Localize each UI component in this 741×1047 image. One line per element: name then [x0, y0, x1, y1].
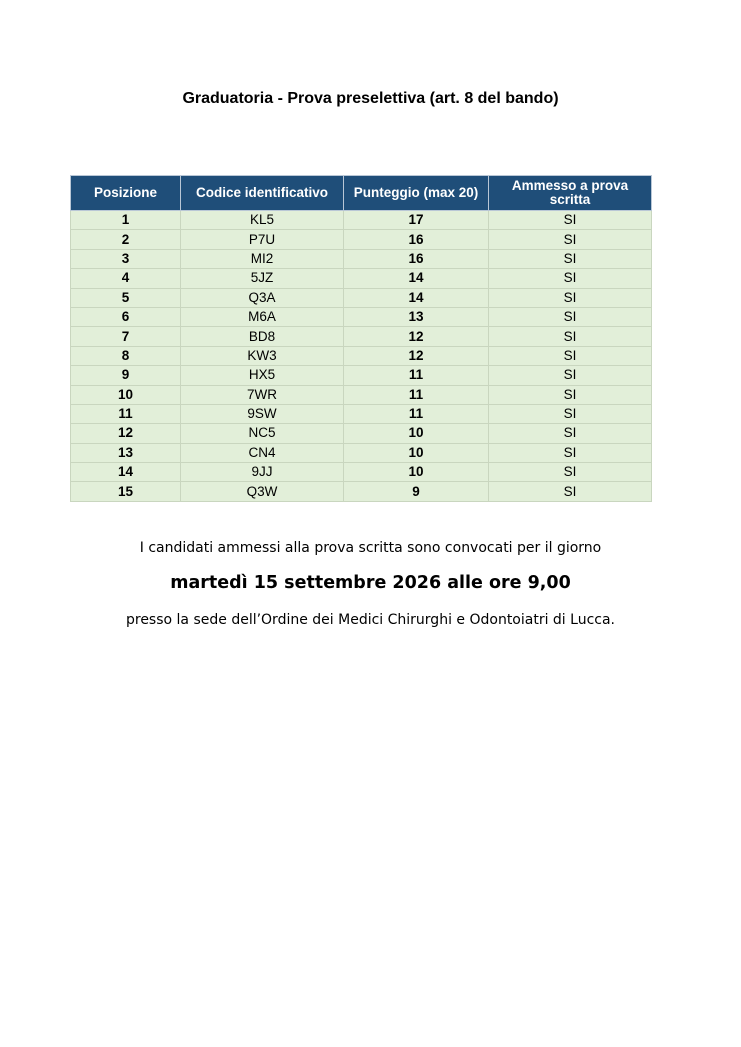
table-row — [71, 385, 652, 404]
position-cell: 10 — [71, 385, 181, 404]
table-row — [71, 307, 652, 326]
position-cell: 4 — [71, 269, 181, 288]
admitted-cell: SI — [489, 463, 652, 482]
code-cell: Q3W — [181, 482, 344, 501]
position-cell: 2 — [71, 230, 181, 249]
column-header-score: Punteggio (max 20) — [344, 176, 489, 211]
table-body — [71, 211, 652, 502]
page-title: Graduatoria - Prova preselettiva (art. 8 del bando) — [182, 90, 559, 107]
position-cell: 3 — [71, 249, 181, 268]
code-cell: M6A — [181, 307, 344, 326]
table-row — [71, 482, 652, 501]
table-row — [71, 211, 652, 230]
table-header — [71, 176, 652, 211]
position-cell: 7 — [71, 327, 181, 346]
admitted-cell: SI — [489, 443, 652, 462]
code-cell: 7WR — [181, 385, 344, 404]
admitted-cell: SI — [489, 366, 652, 385]
score-cell: 11 — [344, 404, 489, 423]
score-cell: 14 — [344, 269, 489, 288]
position-cell: 13 — [71, 443, 181, 462]
code-cell: Q3A — [181, 288, 344, 307]
score-cell: 10 — [344, 463, 489, 482]
admitted-cell: SI — [489, 385, 652, 404]
score-cell: 16 — [344, 249, 489, 268]
score-cell: 12 — [344, 346, 489, 365]
code-cell: KL5 — [181, 211, 344, 230]
admitted-cell: SI — [489, 327, 652, 346]
code-cell: MI2 — [181, 249, 344, 268]
convocation-text: I candidati ammessi alla prova scritta sono convocati per il giorno — [139, 540, 602, 556]
score-cell: 17 — [344, 211, 489, 230]
table-row — [71, 443, 652, 462]
venue-text: presso la sede dell’Ordine dei Medici Chirurghi e Odontoiatri di Lucca. — [125, 612, 615, 628]
code-cell: 9JJ — [181, 463, 344, 482]
position-cell: 9 — [71, 366, 181, 385]
admitted-cell: SI — [489, 307, 652, 326]
score-cell: 10 — [344, 424, 489, 443]
position-cell: 11 — [71, 404, 181, 423]
table-row — [71, 346, 652, 365]
code-cell: 5JZ — [181, 269, 344, 288]
admitted-cell: SI — [489, 288, 652, 307]
admitted-cell: SI — [489, 211, 652, 230]
table-row — [71, 288, 652, 307]
score-cell: 11 — [344, 385, 489, 404]
code-cell: 9SW — [181, 404, 344, 423]
table-row — [71, 230, 652, 249]
position-cell: 6 — [71, 307, 181, 326]
score-cell: 10 — [344, 443, 489, 462]
table-row — [71, 249, 652, 268]
code-cell: NC5 — [181, 424, 344, 443]
admitted-cell: SI — [489, 404, 652, 423]
position-cell: 12 — [71, 424, 181, 443]
table-row — [71, 424, 652, 443]
score-cell: 11 — [344, 366, 489, 385]
admitted-cell: SI — [489, 424, 652, 443]
table-row — [71, 269, 652, 288]
admitted-cell: SI — [489, 249, 652, 268]
score-cell: 9 — [344, 482, 489, 501]
header-row — [71, 176, 652, 211]
exam-date: martedì 15 settembre 2026 alle ore 9,00 — [170, 573, 571, 593]
admitted-cell: SI — [489, 482, 652, 501]
table-row — [71, 327, 652, 346]
position-cell: 8 — [71, 346, 181, 365]
position-cell: 1 — [71, 211, 181, 230]
admitted-cell: SI — [489, 346, 652, 365]
score-cell: 13 — [344, 307, 489, 326]
admitted-cell: SI — [489, 269, 652, 288]
table-row — [71, 366, 652, 385]
ranking-table — [70, 175, 652, 502]
column-header-code: Codice identificativo — [181, 176, 344, 211]
score-cell: 16 — [344, 230, 489, 249]
code-cell: CN4 — [181, 443, 344, 462]
score-cell: 12 — [344, 327, 489, 346]
code-cell: KW3 — [181, 346, 344, 365]
table-row — [71, 463, 652, 482]
position-cell: 15 — [71, 482, 181, 501]
admitted-cell: SI — [489, 230, 652, 249]
column-header-position: Posizione — [71, 176, 181, 211]
position-cell: 14 — [71, 463, 181, 482]
score-cell: 14 — [344, 288, 489, 307]
table-row — [71, 404, 652, 423]
code-cell: P7U — [181, 230, 344, 249]
code-cell: BD8 — [181, 327, 344, 346]
position-cell: 5 — [71, 288, 181, 307]
column-header-admitted: Ammesso a prova scritta — [489, 176, 652, 211]
code-cell: HX5 — [181, 366, 344, 385]
